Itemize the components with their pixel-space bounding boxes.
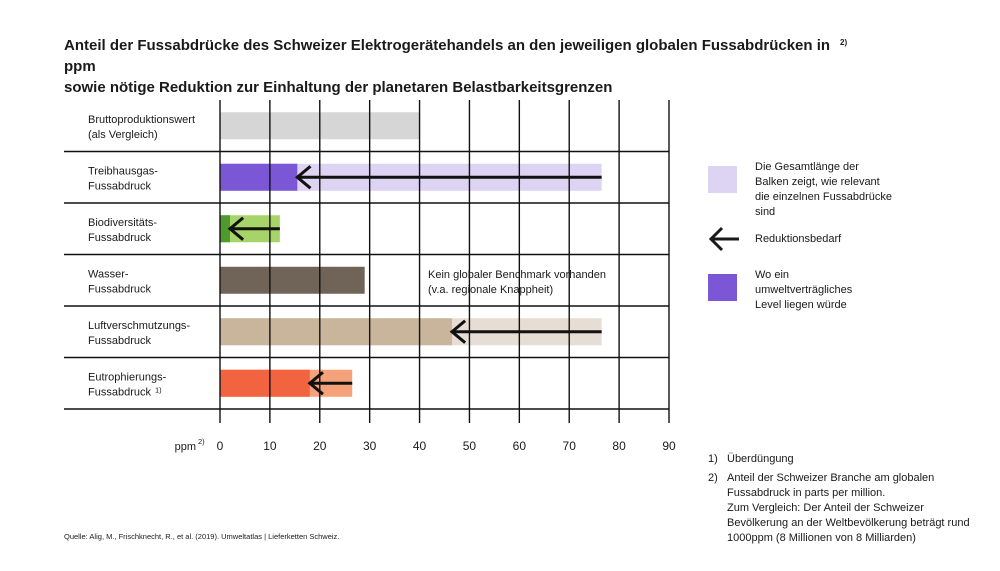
footnote-text-line: Fussabdruck in parts per million.	[727, 487, 886, 499]
x-tick-label-20: 20	[313, 439, 327, 453]
footnote-number: 1)	[708, 453, 718, 465]
row-label-line: Fussabdruck	[88, 334, 151, 347]
source-citation: Quelle: Alig, M., Frischknecht, R., et al. (2019). Umweltatlas | Lieferketten Schweiz.	[64, 532, 340, 541]
chart-title-line-2: sowie nötige Reduktion zur Einhaltung der planetaren Belastbarkeitsgrenzen	[64, 79, 613, 96]
x-tick-label-60: 60	[512, 439, 527, 453]
footnote-text-line: Anteil der Schweizer Branche am globalen	[727, 472, 935, 484]
x-tick-label-40: 40	[412, 439, 427, 453]
x-tick-label-80: 80	[612, 439, 626, 453]
row-label-0	[88, 114, 195, 141]
footnote-1	[708, 452, 998, 467]
row-label-line: Wasser-	[88, 268, 129, 281]
bar-total-3	[220, 267, 365, 294]
row-label-line: (als Vergleich)	[88, 128, 158, 141]
row-label-line: Treibhausgas-	[88, 165, 158, 178]
arrow-left-icon	[708, 226, 740, 252]
row-label-line: Luftverschmutzungs-	[88, 319, 191, 332]
x-tick-label-0: 0	[216, 439, 224, 453]
footnote-text-line: 1000ppm (8 Millionen von 8 Milliarden)	[727, 532, 916, 544]
legend-text-line: Reduktionsbedarf	[755, 233, 842, 245]
x-tick-label-50: 50	[462, 439, 477, 453]
x-tick-label-30: 30	[362, 439, 377, 453]
legend-text	[755, 232, 905, 247]
footnotes	[708, 452, 998, 550]
legend-text-line: Balken zeigt, wie relevant	[755, 176, 880, 188]
legend-swatch	[708, 166, 737, 193]
footnote-text-line: Zum Vergleich: Der Anteil der Schweizer	[727, 502, 924, 514]
legend-swatch	[708, 274, 737, 301]
chart-annotation	[428, 269, 606, 296]
chart-title-footnote-marker: 2)	[840, 38, 848, 47]
bar-target-5	[220, 370, 310, 397]
legend-text-line: Die Gesamtlänge der	[755, 161, 859, 173]
row-label-1	[88, 165, 158, 192]
row-label-line: Fussabdruck	[88, 231, 151, 244]
bar-target-4	[220, 318, 452, 345]
x-tick-label-70: 70	[562, 439, 576, 453]
x-axis-label-footnote-marker: 2)	[198, 437, 205, 446]
chart-annotation-line: Kein globaler Benchmark vorhanden	[428, 269, 606, 281]
row-label-3	[88, 268, 151, 295]
legend-text	[755, 268, 905, 313]
row-label-line: Biodiversitäts-	[88, 216, 158, 229]
x-tick-label-90: 90	[662, 439, 676, 453]
legend-text-line: sind	[755, 206, 776, 218]
footnote-2	[708, 471, 998, 546]
bar-target-1	[220, 164, 297, 191]
x-tick-label-10: 10	[263, 439, 277, 453]
x-axis-label: ppm	[174, 441, 196, 453]
row-label-footnote-marker: 1)	[154, 385, 162, 395]
row-label-line: Fussabdruck	[88, 386, 151, 399]
row-label-line: Fussabdruck	[88, 283, 151, 296]
row-label-line: Fussabdruck	[88, 180, 151, 193]
row-label-4	[88, 320, 190, 347]
row-label-5	[88, 371, 167, 398]
legend-text-line: Wo ein	[755, 269, 790, 281]
chart-annotation-line: (v.a. regionale Knappheit)	[428, 284, 554, 296]
legend-text-line: die einzelnen Fussabdrücke	[755, 191, 892, 203]
footnote-text-line: Überdüngung	[727, 453, 794, 465]
footnote-number: 2)	[708, 472, 718, 484]
chart-title-line-1: Anteil der Fussabdrücke des Schweizer Elektrogerätehandels an den jeweiligen globalen Fussabdrücken in ppm	[64, 37, 831, 75]
row-label-line: Bruttoproduktionswert	[88, 113, 195, 126]
footnote-text-line: Bevölkerung an der Weltbevölkerung beträgt rund	[727, 517, 970, 529]
row-label-2	[88, 217, 157, 244]
row-label-line: Eutrophierungs-	[88, 371, 167, 384]
legend-text	[755, 160, 905, 220]
legend-text-line: Level liegen würde	[755, 299, 847, 311]
legend-text-line: umweltverträgliches	[755, 284, 853, 296]
